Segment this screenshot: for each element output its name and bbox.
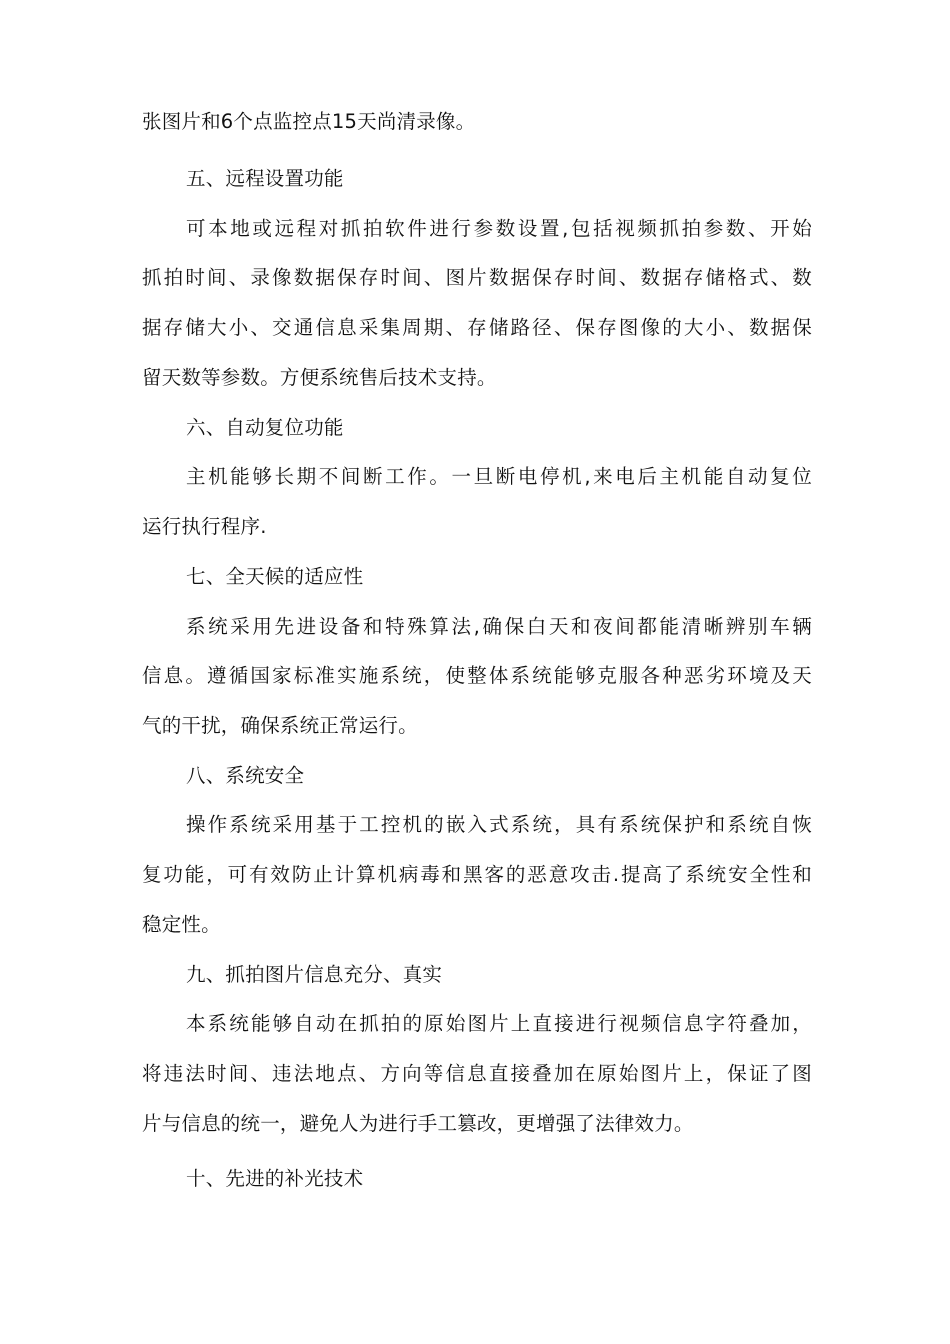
paragraph-line: 操作系统采用基于工控机的嵌入式系统，具有系统保护和系统自恢: [186, 813, 812, 836]
paragraph-line: 张图片和6个点监控点15天尚清录像。: [142, 110, 476, 133]
paragraph-line: 据存储大小、交通信息采集周期、存储路径、保存图像的大小、数据保: [142, 316, 812, 339]
paragraph-line: 信息。遵循国家标准实施系统，使整体系统能够克服各种恶劣环境及天: [142, 664, 812, 687]
paragraph-line: 片与信息的统一，避免人为进行手工篡改，更增强了法律效力。: [142, 1112, 694, 1135]
paragraph-line: 将违法时间、违法地点、方向等信息直接叠加在原始图片上，保证了图: [142, 1062, 812, 1085]
paragraph-line: 本系统能够自动在抓拍的原始图片上直接进行视频信息字符叠加，: [186, 1012, 812, 1035]
paragraph-line: 可本地或远程对抓拍软件进行参数设置,包括视频抓拍参数、开始: [186, 217, 812, 240]
paragraph-line: 气的干扰，确保系统正常运行。: [142, 714, 418, 737]
section-heading-fill-light: 十、先进的补光技术: [186, 1167, 364, 1190]
paragraph-line: 稳定性。: [142, 913, 221, 936]
section-heading-all-weather: 七、全天候的适应性: [186, 565, 364, 588]
section-heading-auto-reset: 六、自动复位功能: [186, 416, 344, 439]
section-heading-system-security: 八、系统安全: [186, 764, 305, 787]
paragraph-line: 抓拍时间、录像数据保存时间、图片数据保存时间、数据存储格式、数: [142, 266, 812, 289]
paragraph-line: 复功能，可有效防止计算机病毒和黑客的恶意攻击.提高了系统安全性和: [142, 863, 812, 886]
paragraph-line: 系统采用先进设备和特殊算法,确保白天和夜间都能清晰辨别车辆: [186, 615, 812, 638]
paragraph-line: 留天数等参数。方便系统售后技术支持。: [142, 366, 497, 389]
section-heading-remote-settings: 五、远程设置功能: [186, 167, 344, 190]
paragraph-line: 主机能够长期不间断工作。一旦断电停机,来电后主机能自动复位: [186, 465, 812, 488]
section-heading-capture-info: 九、抓拍图片信息充分、真实: [186, 963, 443, 986]
paragraph-line: 运行执行程序.: [142, 515, 267, 538]
